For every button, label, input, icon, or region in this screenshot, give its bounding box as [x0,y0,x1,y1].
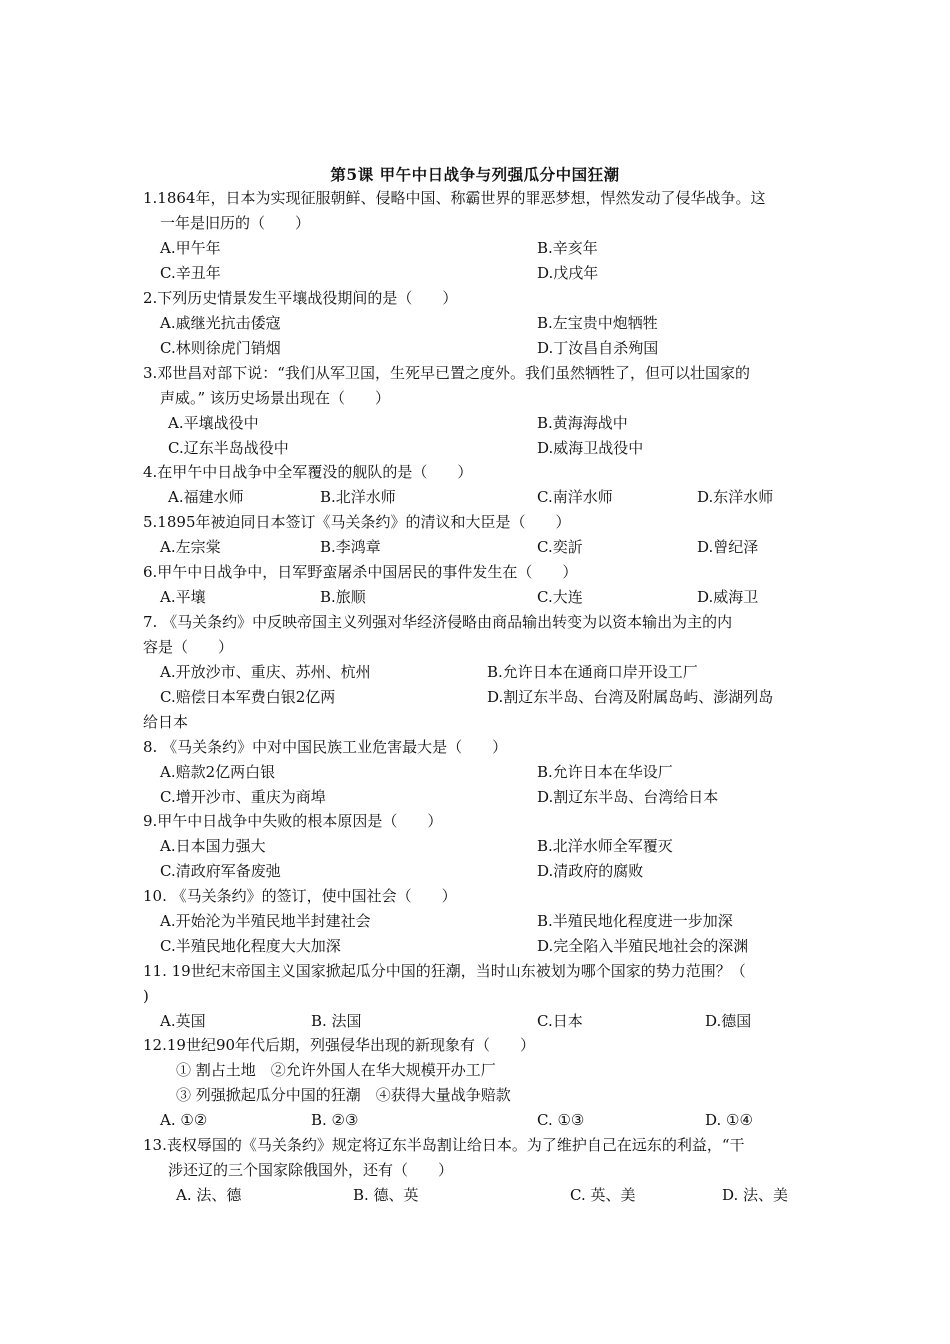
question-4-option-b: B.北洋水师 [320,488,396,506]
question-1-option-b: B.辛亥年 [537,239,598,257]
question-4-option-a: A.福建水师 [168,488,244,506]
question-7-option-d: D.割辽东半岛、台湾及附属岛屿、澎湖列岛 [487,688,774,706]
question-5-option-a: A.左宗棠 [160,538,221,556]
question-8-text: 8. 《马关条约》中对中国民族工业危害最大是（ ） [143,738,508,756]
question-1-text-cont: 一年是旧历的（ ） [160,214,311,232]
question-2-option-c: C.林则徐虎门销烟 [160,339,281,357]
question-12-option-b: B. ②③ [311,1111,359,1129]
question-3-option-d: D.威海卫战役中 [537,439,644,457]
question-4-option-c: C.南洋水师 [537,488,613,506]
question-3-option-b: B.黄海海战中 [537,414,628,432]
page-title: 第5课 甲午中日战争与列强瓜分中国狂潮 [330,165,620,184]
question-13-option-d: D. 法、美 [722,1186,789,1204]
question-1-option-c: C.辛丑年 [160,264,221,282]
question-6-option-c: C.大连 [537,588,583,606]
question-7-text-cont: 容是（ ） [143,638,234,656]
question-4-option-d: D.东洋水师 [697,488,774,506]
question-7-option-d-cont: 给日本 [143,713,189,731]
question-10-option-d: D.完全陷入半殖民地社会的深渊 [537,937,749,955]
question-13-option-b: B. 德、英 [353,1186,419,1204]
question-10-option-b: B.半殖民地化程度进一步加深 [537,912,733,930]
question-3-option-a: A.平壤战役中 [168,414,259,432]
question-10-text: 10. 《马关条约》的签订，使中国社会（ ） [143,887,457,905]
question-5-text: 5.1895年被迫同日本签订《马关条约》的清议和大臣是（ ） [143,513,571,531]
question-5-option-b: B.李鸿章 [320,538,381,556]
question-12-item-1: ① 割占土地 ②允许外国人在华大规模开办工厂 [176,1061,496,1079]
question-6-option-d: D.威海卫 [697,588,759,606]
question-13-text: 13.丧权辱国的《马关条约》规定将辽东半岛割让给日本。为了维护自己在远东的利益，“干 [143,1136,745,1154]
question-1-option-d: D.戊戌年 [537,264,599,282]
question-11-option-a: A.英国 [160,1012,206,1030]
question-7-option-c: C.赔偿日本军费白银2亿两 [160,688,336,706]
question-9-option-b: B.北洋水师全军覆灭 [537,837,673,855]
question-12-option-d: D. ①④ [705,1111,753,1129]
question-4-text: 4.在甲午中日战争中全军覆没的舰队的是（ ） [143,463,473,481]
question-11-text: 11. 19世纪末帝国主义国家掀起瓜分中国的狂潮，当时山东被划为哪个国家的势力范围？（ [143,962,746,980]
question-3-text: 3.邓世昌对部下说：“我们从军卫国，生死早已置之度外。我们虽然牺牲了，但可以壮国家的 [143,364,750,382]
question-13-option-c: C. 英、美 [570,1186,636,1204]
question-3-option-c: C.辽东半岛战役中 [168,439,289,457]
question-6-option-a: A.平壤 [160,588,206,606]
question-8-option-d: D.割辽东半岛、台湾给日本 [537,788,719,806]
question-6-option-b: B.旅顺 [320,588,366,606]
question-12-option-c: C. ①③ [537,1111,585,1129]
question-11-text-cont: ) [143,987,149,1005]
question-11-option-c: C.日本 [537,1012,583,1030]
question-11-option-b: B. 法国 [311,1012,362,1030]
question-10-option-c: C.半殖民地化程度大大加深 [160,937,341,955]
question-6-text: 6.甲午中日战争中，日军野蛮屠杀中国居民的事件发生在（ ） [143,563,578,581]
question-7-option-b: B.允许日本在通商口岸开设工厂 [487,663,698,681]
question-10-option-a: A.开始沦为半殖民地半封建社会 [160,912,371,930]
question-8-option-c: C.增开沙市、重庆为商埠 [160,788,326,806]
question-12-option-a: A. ①② [160,1111,208,1129]
question-13-option-a: A. 法、德 [176,1186,242,1204]
question-7-text: 7. 《马关条约》中反映帝国主义列强对华经济侵略由商品输出转变为以资本输出为主的内 [143,613,733,631]
question-9-option-d: D.清政府的腐败 [537,862,644,880]
question-1-option-a: A.甲午年 [160,239,221,257]
question-5-option-d: D.曾纪泽 [697,538,759,556]
question-8-option-a: A.赔款2亿两白银 [160,763,276,781]
question-13-text-cont: 涉还辽的三个国家除俄国外，还有（ ） [168,1161,454,1179]
question-1-text: 1.1864年，日本为实现征服朝鲜、侵略中国、称霸世界的罪恶梦想，悍然发动了侵华战争。这 [143,189,766,207]
question-12-item-2: ③ 列强掀起瓜分中国的狂潮 ④获得大量战争赔款 [176,1086,511,1104]
question-3-text-cont: 声威。” 该历史场景出现在（ ） [160,389,390,407]
question-2-option-b: B.左宝贵中炮牺牲 [537,314,658,332]
question-9-text: 9.甲午中日战争中失败的根本原因是（ ） [143,812,443,830]
question-8-option-b: B.允许日本在华设厂 [537,763,673,781]
question-2-option-d: D.丁汝昌自杀殉国 [537,339,659,357]
question-11-option-d: D.德国 [705,1012,752,1030]
question-2-option-a: A.戚继光抗击倭寇 [160,314,281,332]
question-7-option-a: A.开放沙市、重庆、苏州、杭州 [160,663,371,681]
question-12-text: 12.19世纪90年代后期，列强侵华出现的新现象有（ ） [143,1036,536,1054]
question-9-option-a: A.日本国力强大 [160,837,266,855]
question-2-text: 2.下列历史情景发生平壤战役期间的是（ ） [143,289,458,307]
question-5-option-c: C.奕訢 [537,538,583,556]
question-9-option-c: C.清政府军备废弛 [160,862,281,880]
